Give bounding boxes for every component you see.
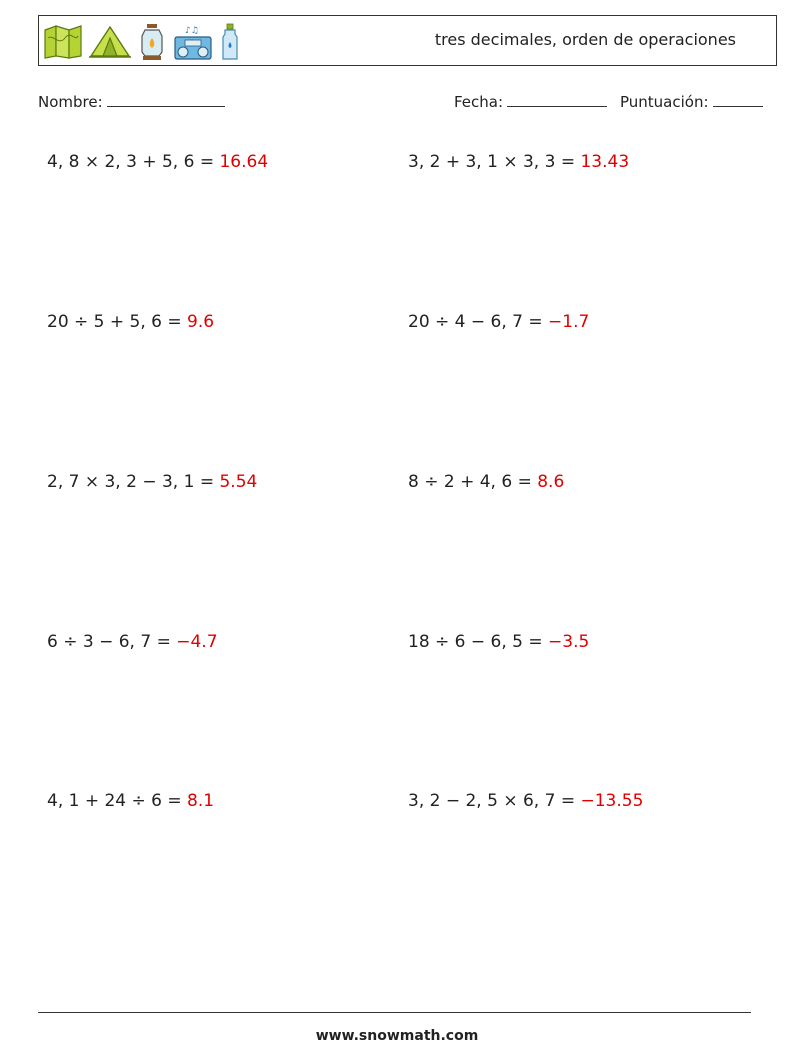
- problem-10: [408, 791, 643, 811]
- problem-expression: 4, 1 + 24 ÷ 6 =: [47, 791, 188, 811]
- problem-expression: 8 ÷ 2 + 4, 6 =: [408, 472, 538, 492]
- problem-answer: −3.5: [548, 632, 590, 652]
- problem-2: [408, 152, 629, 172]
- problem-answer: 13.43: [580, 152, 630, 172]
- problem-answer: 8.1: [187, 791, 215, 811]
- date-line: [507, 92, 607, 107]
- problem-3: [47, 312, 214, 332]
- problem-expression: 2, 7 × 3, 2 − 3, 1 =: [47, 472, 220, 492]
- name-line: [107, 92, 225, 107]
- water-bottle-icon: [219, 22, 241, 62]
- header-icons: [43, 20, 247, 64]
- problem-expression: 6 ÷ 3 − 6, 7 =: [47, 632, 177, 652]
- name-label: Nombre:: [38, 93, 103, 111]
- problem-4: [408, 312, 589, 332]
- problem-7: [47, 632, 218, 652]
- problem-answer: 9.6: [187, 312, 215, 332]
- problem-answer: −1.7: [548, 312, 590, 332]
- radio-icon: [173, 23, 213, 61]
- problem-6: [408, 472, 564, 492]
- problem-answer: 8.6: [537, 472, 565, 492]
- svg-text:♪♫: ♪♫: [185, 26, 199, 36]
- problem-answer: 5.54: [219, 472, 258, 492]
- score-label: Puntuación:: [620, 93, 709, 111]
- worksheet-title: tres decimales, orden de operaciones: [434, 30, 736, 49]
- problem-answer: 16.64: [219, 152, 269, 172]
- problem-8: [408, 632, 589, 652]
- date-label: Fecha:: [454, 93, 504, 111]
- lantern-icon: [137, 22, 167, 62]
- date-field: [454, 92, 607, 111]
- problem-expression: 3, 2 + 3, 1 × 3, 3 =: [408, 152, 581, 172]
- problem-1: [47, 152, 268, 172]
- problem-answer: −4.7: [176, 632, 218, 652]
- problem-expression: 20 ÷ 5 + 5, 6 =: [47, 312, 188, 332]
- footer-url[interactable]: www.snowmath.com: [315, 1028, 479, 1044]
- problem-expression: 4, 8 × 2, 3 + 5, 6 =: [47, 152, 220, 172]
- problem-answer: −13.55: [580, 791, 644, 811]
- problem-expression: 20 ÷ 4 − 6, 7 =: [408, 312, 549, 332]
- map-icon: [43, 24, 83, 60]
- problem-9: [47, 791, 214, 811]
- footer-divider: [38, 1012, 751, 1013]
- score-line: [713, 92, 763, 107]
- problem-expression: 3, 2 − 2, 5 × 6, 7 =: [408, 791, 581, 811]
- problem-5: [47, 472, 257, 492]
- tent-icon: [89, 24, 131, 60]
- worksheet-header: [38, 15, 777, 66]
- score-field: [620, 92, 763, 111]
- problem-expression: 18 ÷ 6 − 6, 5 =: [408, 632, 549, 652]
- name-field: [38, 92, 225, 111]
